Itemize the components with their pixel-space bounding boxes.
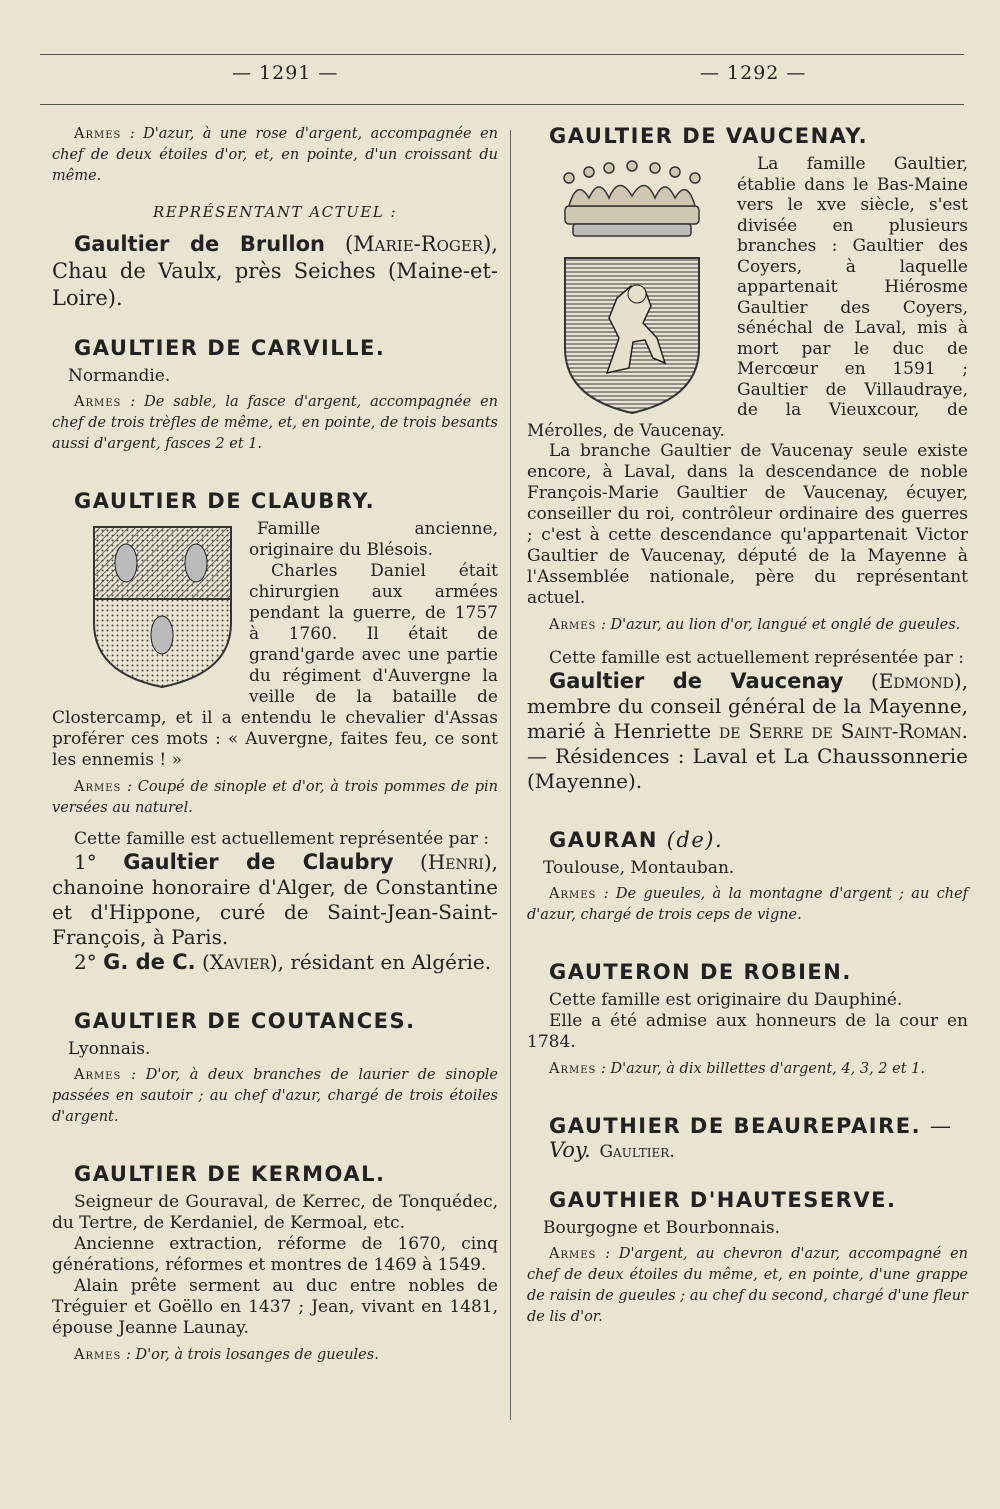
vaucenay-crest-icon: [547, 158, 717, 418]
claubry-rep-1: 1° Gaultier de Claubry (Henri), chanoine honoraire d'Alger, de Constantine et d'Hippone, curé de Saint-Jean-Saint-François, à Paris.: [52, 850, 498, 949]
representant-heading: REPRÉSENTANT ACTUEL :: [152, 203, 398, 221]
claubry-shield-icon: [90, 523, 235, 691]
coutances-region: Lyonnais.: [68, 1039, 151, 1059]
page-number-right: — 1292 —: [700, 62, 807, 84]
kermoal-seigneurs: Seigneur de Gouraval, de Kerrec, de Tonquédec, du Tertre, de Kerdaniel, de Kermoal, etc.: [52, 1192, 498, 1233]
claubry-rep-intro: Cette famille est actuellement représentée par :: [74, 829, 489, 849]
left-column: [52, 124, 498, 1366]
kermoal-history: Alain prête serment au duc entre nobles de Tréguier et Goëllo en 1437 ; Jean, vivant en 1481, épouse Jeanne Launay.: [52, 1276, 498, 1338]
vaucenay-history: La famille Gaultier, établie dans le Bas-Maine vers le xve siècle, s'est divisée en plusieurs branches : Gaultier des Coyers, à laquelle appartenait Hiérosme Gaultier des Coyers, sénéchal de Laval, mis à mort par le duc de Mercœur en 1591 ; Gaultier de Villaudraye, de la Vieuxcour, de Mérolles, de Vaucenay.: [527, 154, 968, 441]
claubry-title: GAULTIER DE CLAUBRY.: [74, 489, 376, 513]
hauteserve-region: Bourgogne et Bourbonnais.: [543, 1218, 781, 1238]
right-column: [527, 124, 968, 1328]
carville-region: Normandie.: [68, 366, 171, 386]
carville-title: GAULTIER DE CARVILLE.: [74, 336, 386, 360]
brullon-arms: Armes : D'azur, à une rose d'argent, accompagnée en chef de deux étoiles d'or, et, en pointe, d'un croissant du même.: [52, 126, 498, 184]
hauteserve-arms: Armes : D'argent, au chevron d'azur, accompagné en chef de deux étoiles du même, et, en pointe, d'une grappe de raisin de gueules ; au chef du second, chargé d'une fleur de lis d'or.: [527, 1246, 968, 1325]
column-divider: [510, 130, 511, 1420]
coutances-arms: Armes : D'or, à deux branches de laurier de sinople passées en sautoir ; au chef d'azur, chargé de trois étoiles d'argent.: [52, 1067, 499, 1125]
claubry-arms: Armes : Coupé de sinople et d'or, à trois pommes de pin versées au naturel.: [52, 779, 499, 816]
vaucenay-branch: La branche Gaultier de Vaucenay seule existe encore, à Laval, dans la descendance de noble François-Marie Gaultier de Vaucenay, écuyer, conseiller du roi, contrôleur ordinaire des guerres ; c'est à cette descendance qu'appartenait Victor Gaultier de Vaucenay, député de la Mayenne à l'Assemblée nationale, père du représentant actuel.: [527, 441, 968, 608]
header-rule: [40, 104, 964, 105]
kermoal-arms: Armes : D'or, à trois losanges de gueules.: [74, 1347, 379, 1363]
gauteron-honours: Elle a été admise aux honneurs de la cour en 1784.: [527, 1011, 968, 1052]
brullon-representative: Gaultier de Brullon (Marie-Roger), Chau de Vaulx, près Seiches (Maine-et-Loire).: [52, 232, 498, 310]
claubry-history: Charles Daniel était chirurgien aux armées pendant la guerre, de 1757 à 1760. Il était de grand'garde avec une partie du régiment d'Auvergne la veille de la bataille de Clostercamp, et il a entendu le chevalier d'Assas proférer ces mots : « Auvergne, faites feu, ce sont les ennemis ! »: [52, 561, 498, 770]
gauran-title: GAURAN (de).: [549, 828, 724, 852]
gauteron-origin: Cette famille est originaire du Dauphiné.: [549, 990, 903, 1010]
page-number-left: — 1291 —: [232, 62, 339, 84]
kermoal-title: GAULTIER DE KERMOAL.: [74, 1162, 386, 1186]
gauteron-arms: Armes : D'azur, à dix billettes d'argent, 4, 3, 2 et 1.: [549, 1061, 925, 1077]
beaurepaire-entry: GAUTHIER DE BEAUREPAIRE. — Voy. Gaultier.: [549, 1114, 951, 1162]
vaucenay-rep-intro: Cette famille est actuellement représentée par :: [549, 648, 964, 668]
gauran-arms: Armes : De gueules, à la montagne d'argent ; au chef d'azur, chargé de trois ceps de vigne.: [527, 886, 969, 923]
gauran-region: Toulouse, Montauban.: [543, 858, 735, 878]
vaucenay-title: GAULTIER DE VAUCENAY.: [549, 124, 869, 148]
vaucenay-arms: Armes : D'azur, au lion d'or, langué et onglé de gueules.: [549, 617, 961, 633]
kermoal-extraction: Ancienne extraction, réforme de 1670, cinq générations, réformes et montres de 1469 à 1549.: [52, 1234, 498, 1275]
coutances-title: GAULTIER DE COUTANCES.: [74, 1009, 416, 1033]
claubry-rep-2: 2° G. de C. (Xavier), résidant en Algérie.: [74, 950, 492, 974]
carville-arms: Armes : De sable, la fasce d'argent, accompagnée en chef de trois trèfles de même, et, en pointe, de trois besants aussi d'argent, fasces 2 et 1.: [52, 394, 499, 452]
gauteron-title: GAUTERON DE ROBIEN.: [549, 960, 852, 984]
vaucenay-representative: Gaultier de Vaucenay (Edmond), membre du conseil général de la Mayenne, marié à Henriette de Serre de Saint-Roman. — Résidences : Laval et La Chaussonnerie (Mayenne).: [527, 669, 968, 793]
top-rule: [40, 54, 964, 55]
hauteserve-title: GAUTHIER D'HAUTESERVE.: [549, 1188, 897, 1212]
claubry-origin: Famille ancienne, originaire du Blésois.: [249, 519, 498, 560]
